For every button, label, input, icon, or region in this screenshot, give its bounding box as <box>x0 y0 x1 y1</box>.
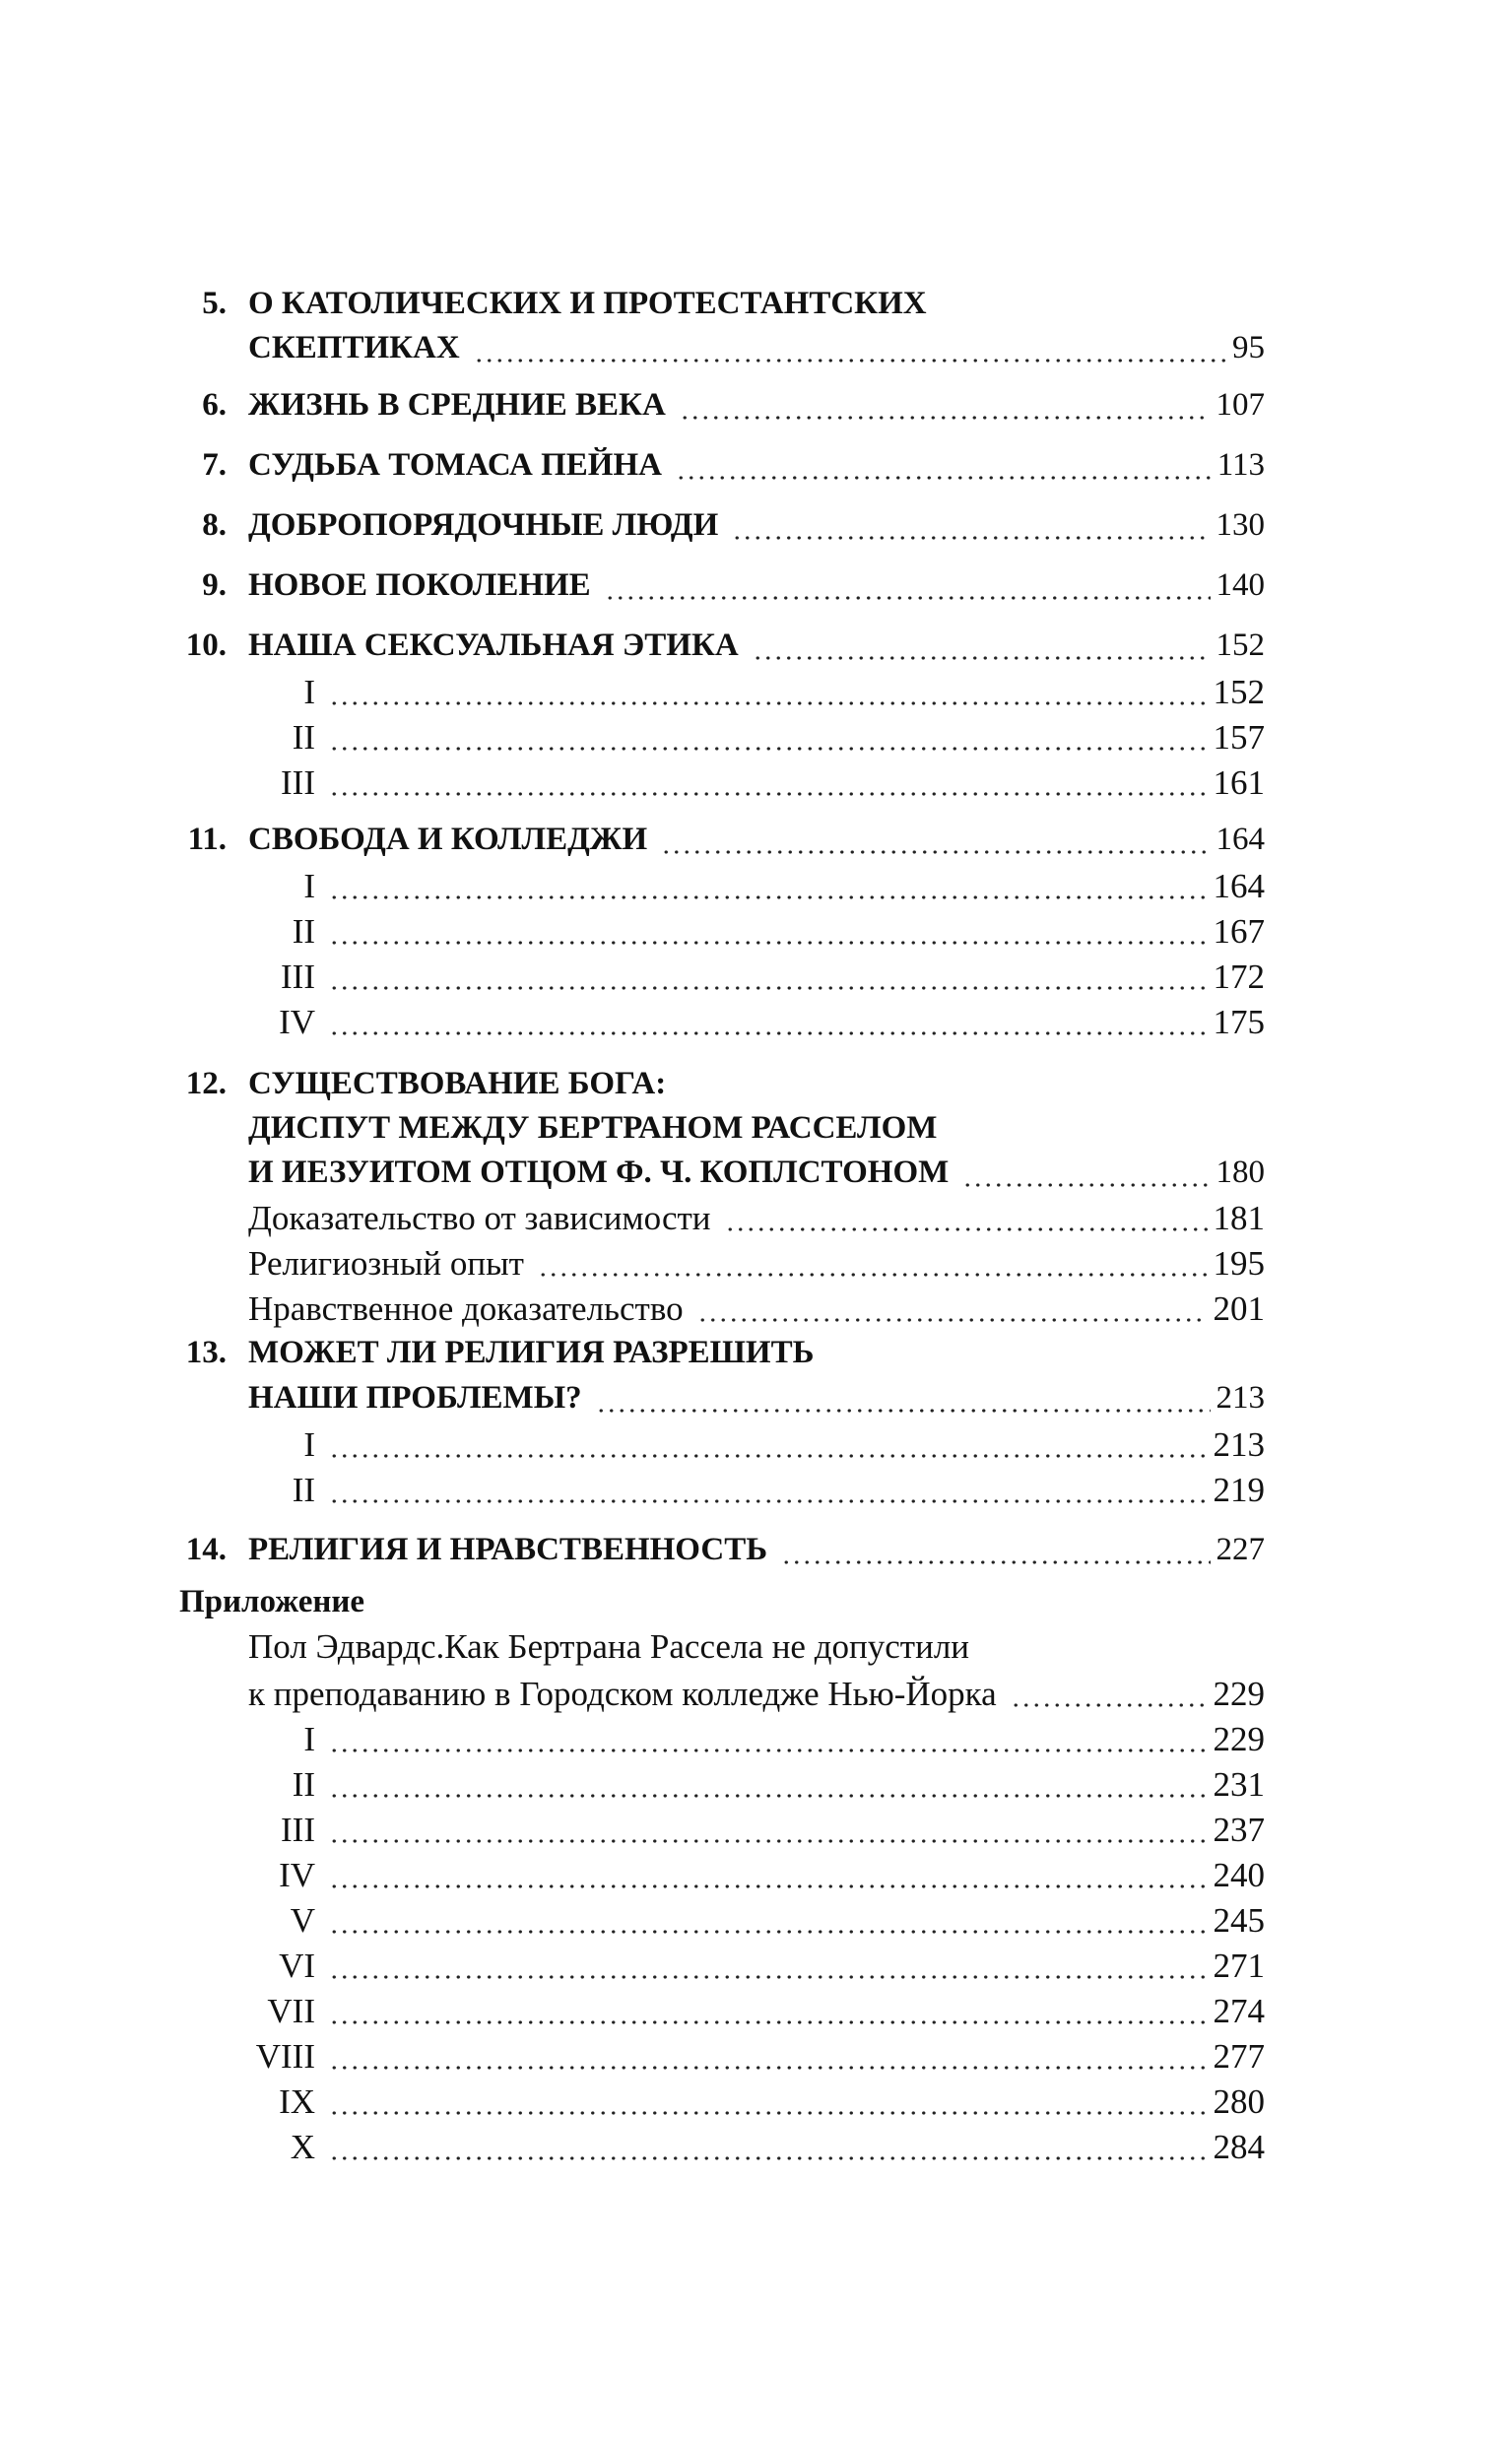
entry-title[interactable]: МОЖЕТ ЛИ РЕЛИГИЯ РАЗРЕШИТЬ <box>248 1335 815 1370</box>
entry-number: 9. <box>202 567 227 603</box>
entry-title[interactable]: О КАТОЛИЧЕСКИХ И ПРОТЕСТАНТСКИХ <box>248 286 927 321</box>
entry-number: 13. <box>185 1335 227 1370</box>
dot-leader <box>329 1030 1208 1036</box>
dot-leader <box>1011 1702 1208 1708</box>
entry-title[interactable]: I <box>303 867 315 905</box>
entry-number: 14. <box>185 1532 227 1567</box>
toc-subentry <box>0 867 1512 912</box>
page-number: 277 <box>1213 2037 1265 2076</box>
page-number: 280 <box>1213 2082 1265 2121</box>
toc-entry-11 <box>0 822 1512 867</box>
dot-leader <box>329 700 1208 706</box>
entry-title[interactable]: РЕЛИГИЯ И НРАВСТВЕННОСТЬ <box>248 1532 768 1567</box>
entry-title[interactable]: НАШИ ПРОБЛЕМЫ? <box>248 1380 582 1416</box>
entry-title[interactable]: V <box>290 1901 315 1940</box>
entry-title[interactable]: II <box>292 1471 315 1509</box>
entry-title[interactable]: Религиозный опыт <box>248 1244 524 1283</box>
page-number: 157 <box>1213 718 1265 757</box>
entry-title[interactable]: I <box>303 1425 315 1464</box>
toc-subentry <box>0 1244 1512 1289</box>
entry-title[interactable]: СУЩЕСТВОВАНИЕ БОГА: <box>248 1066 667 1101</box>
entry-title[interactable]: IV <box>279 1856 315 1894</box>
entry-number: 5. <box>202 286 227 321</box>
dot-leader <box>596 1408 1211 1414</box>
page-number: 195 <box>1213 1244 1265 1283</box>
dot-leader <box>329 1793 1208 1799</box>
page-number: 213 <box>1216 1380 1265 1416</box>
toc-subentry <box>0 718 1512 763</box>
toc-entry-13 <box>0 1380 1512 1425</box>
toc-subentry <box>0 912 1512 957</box>
entry-title[interactable]: Доказательство от зависимости <box>248 1199 711 1237</box>
toc-subentry <box>0 1425 1512 1471</box>
dot-leader <box>676 475 1212 481</box>
dot-leader <box>697 1317 1208 1323</box>
entry-title[interactable]: НОВОЕ ПОКОЛЕНИЕ <box>248 567 591 603</box>
dot-leader <box>605 595 1211 601</box>
entry-title[interactable]: ДОБРОПОРЯДОЧНЫЕ ЛЮДИ <box>248 507 719 543</box>
page-number: 201 <box>1213 1289 1265 1328</box>
appendix-entry <box>0 1627 1512 1673</box>
toc-entry-7 <box>0 447 1512 493</box>
appendix-subentry <box>0 2082 1512 2128</box>
dot-leader <box>329 940 1208 946</box>
appendix-heading: Приложение <box>179 1584 365 1619</box>
appendix-subentry <box>0 1856 1512 1901</box>
entry-title[interactable]: III <box>281 957 315 996</box>
dot-leader <box>329 1748 1208 1753</box>
toc-entry-13 <box>0 1335 1512 1380</box>
page-number: 164 <box>1216 822 1265 857</box>
dot-leader <box>732 535 1210 541</box>
entry-title[interactable]: Пол Эдвардс.Как Бертрана Рассела не допустили <box>248 1627 970 1666</box>
dot-leader <box>329 746 1208 752</box>
appendix-subentry <box>0 1901 1512 1947</box>
page-number: 95 <box>1232 330 1265 365</box>
page-number: 107 <box>1216 387 1265 423</box>
dot-leader <box>329 1929 1208 1935</box>
entry-title[interactable]: ДИСПУТ МЕЖДУ БЕРТРАНОМ РАССЕЛОМ <box>248 1110 938 1146</box>
toc-subentry <box>0 1289 1512 1335</box>
entry-title[interactable]: II <box>292 1765 315 1804</box>
dot-leader <box>329 2110 1208 2116</box>
entry-title[interactable]: СКЕПТИКАХ <box>248 330 460 365</box>
appendix-subentry <box>0 2128 1512 2173</box>
page-number: 240 <box>1213 1856 1265 1894</box>
appendix-subentry <box>0 1947 1512 1992</box>
appendix-subentry <box>0 1811 1512 1856</box>
page-number: 237 <box>1213 1811 1265 1849</box>
page-number: 245 <box>1213 1901 1265 1940</box>
toc-entry-5 <box>0 330 1512 375</box>
entry-number: 7. <box>202 447 227 483</box>
entry-title[interactable]: II <box>292 912 315 951</box>
entry-title[interactable]: IV <box>279 1003 315 1041</box>
page-number: 180 <box>1216 1155 1265 1190</box>
page-number: 181 <box>1213 1199 1265 1237</box>
page-number: 213 <box>1213 1425 1265 1464</box>
dot-leader <box>329 894 1208 900</box>
entry-title[interactable]: СУДЬБА ТОМАСА ПЕЙНА <box>248 447 662 483</box>
dot-leader <box>329 1974 1208 1980</box>
toc-subentry <box>0 1199 1512 1244</box>
page-number: 227 <box>1216 1532 1265 1567</box>
toc-subentry <box>0 1471 1512 1516</box>
page-number: 284 <box>1213 2128 1265 2166</box>
page-number: 152 <box>1216 627 1265 663</box>
appendix-entry <box>0 1675 1512 1720</box>
entry-title[interactable]: III <box>281 1811 315 1849</box>
page-number: 130 <box>1216 507 1265 543</box>
dot-leader <box>329 2019 1208 2025</box>
page-number: 175 <box>1213 1003 1265 1041</box>
toc-subentry <box>0 673 1512 718</box>
dot-leader <box>725 1226 1208 1232</box>
entry-number: 12. <box>185 1066 227 1101</box>
dot-leader <box>474 358 1226 363</box>
entry-number: 6. <box>202 387 227 423</box>
page-number: 219 <box>1213 1471 1265 1509</box>
entry-title[interactable]: I <box>303 1720 315 1758</box>
page-number: 113 <box>1216 447 1265 483</box>
toc-subentry <box>0 1003 1512 1048</box>
toc-entry-6 <box>0 387 1512 432</box>
dot-leader <box>329 985 1208 991</box>
appendix-subentry <box>0 1720 1512 1765</box>
appendix-subentry <box>0 1765 1512 1811</box>
dot-leader <box>329 2065 1208 2071</box>
dot-leader <box>661 849 1210 855</box>
dot-leader <box>329 1453 1208 1459</box>
appendix-subentry <box>0 1992 1512 2037</box>
toc-entry-12 <box>0 1066 1512 1111</box>
page-number: 161 <box>1213 763 1265 802</box>
toc-entry-12 <box>0 1110 1512 1155</box>
dot-leader <box>538 1272 1208 1278</box>
dot-leader <box>753 655 1211 661</box>
entry-title[interactable]: X <box>290 2128 315 2166</box>
entry-title[interactable]: I <box>303 673 315 711</box>
toc-entry-5 <box>0 286 1512 331</box>
entry-title[interactable]: И ИЕЗУИТОМ ОТЦОМ Ф. Ч. КОПЛСТОНОМ <box>248 1155 950 1190</box>
toc-entry-8 <box>0 507 1512 553</box>
entry-title[interactable]: VII <box>267 1992 315 2030</box>
entry-number: 11. <box>187 822 227 857</box>
page-number: 229 <box>1213 1720 1265 1758</box>
toc-entry-12 <box>0 1155 1512 1200</box>
entry-number: 8. <box>202 507 227 543</box>
page-number: 164 <box>1213 867 1265 905</box>
entry-title[interactable]: VI <box>279 1947 315 1985</box>
toc-subentry <box>0 763 1512 809</box>
dot-leader <box>329 1883 1208 1889</box>
page-number: 271 <box>1213 1947 1265 1985</box>
toc-subentry <box>0 957 1512 1003</box>
entry-title[interactable]: Нравственное доказательство <box>248 1289 684 1328</box>
entry-title[interactable]: ЖИЗНЬ В СРЕДНИЕ ВЕКА <box>248 387 666 423</box>
toc-entry-9 <box>0 567 1512 613</box>
page-number: 229 <box>1213 1675 1265 1713</box>
dot-leader <box>329 1498 1208 1504</box>
entry-title[interactable]: III <box>281 763 315 802</box>
page-number: 231 <box>1213 1765 1265 1804</box>
page-number: 274 <box>1213 1992 1265 2030</box>
entry-title[interactable]: IX <box>279 2082 315 2121</box>
toc-entry-10 <box>0 627 1512 673</box>
entry-title[interactable]: НАША СЕКСУАЛЬНАЯ ЭТИКА <box>248 627 739 663</box>
entry-title[interactable]: СВОБОДА И КОЛЛЕДЖИ <box>248 822 648 857</box>
entry-title[interactable]: VIII <box>255 2037 315 2076</box>
toc-entry-14 <box>0 1532 1512 1577</box>
page-number: 167 <box>1213 912 1265 951</box>
dot-leader <box>329 791 1208 797</box>
entry-title[interactable]: к преподаванию в Городском колледже Нью-Йорка <box>248 1675 997 1713</box>
page-number: 172 <box>1213 957 1265 996</box>
page-number: 152 <box>1213 673 1265 711</box>
page-number: 140 <box>1216 567 1265 603</box>
appendix-subentry <box>0 2037 1512 2082</box>
dot-leader <box>781 1559 1210 1565</box>
entry-title[interactable]: II <box>292 718 315 757</box>
dot-leader <box>680 415 1211 421</box>
dot-leader <box>329 2155 1208 2161</box>
entry-number: 10. <box>185 627 227 663</box>
dot-leader <box>329 1838 1208 1844</box>
dot-leader <box>962 1182 1210 1188</box>
